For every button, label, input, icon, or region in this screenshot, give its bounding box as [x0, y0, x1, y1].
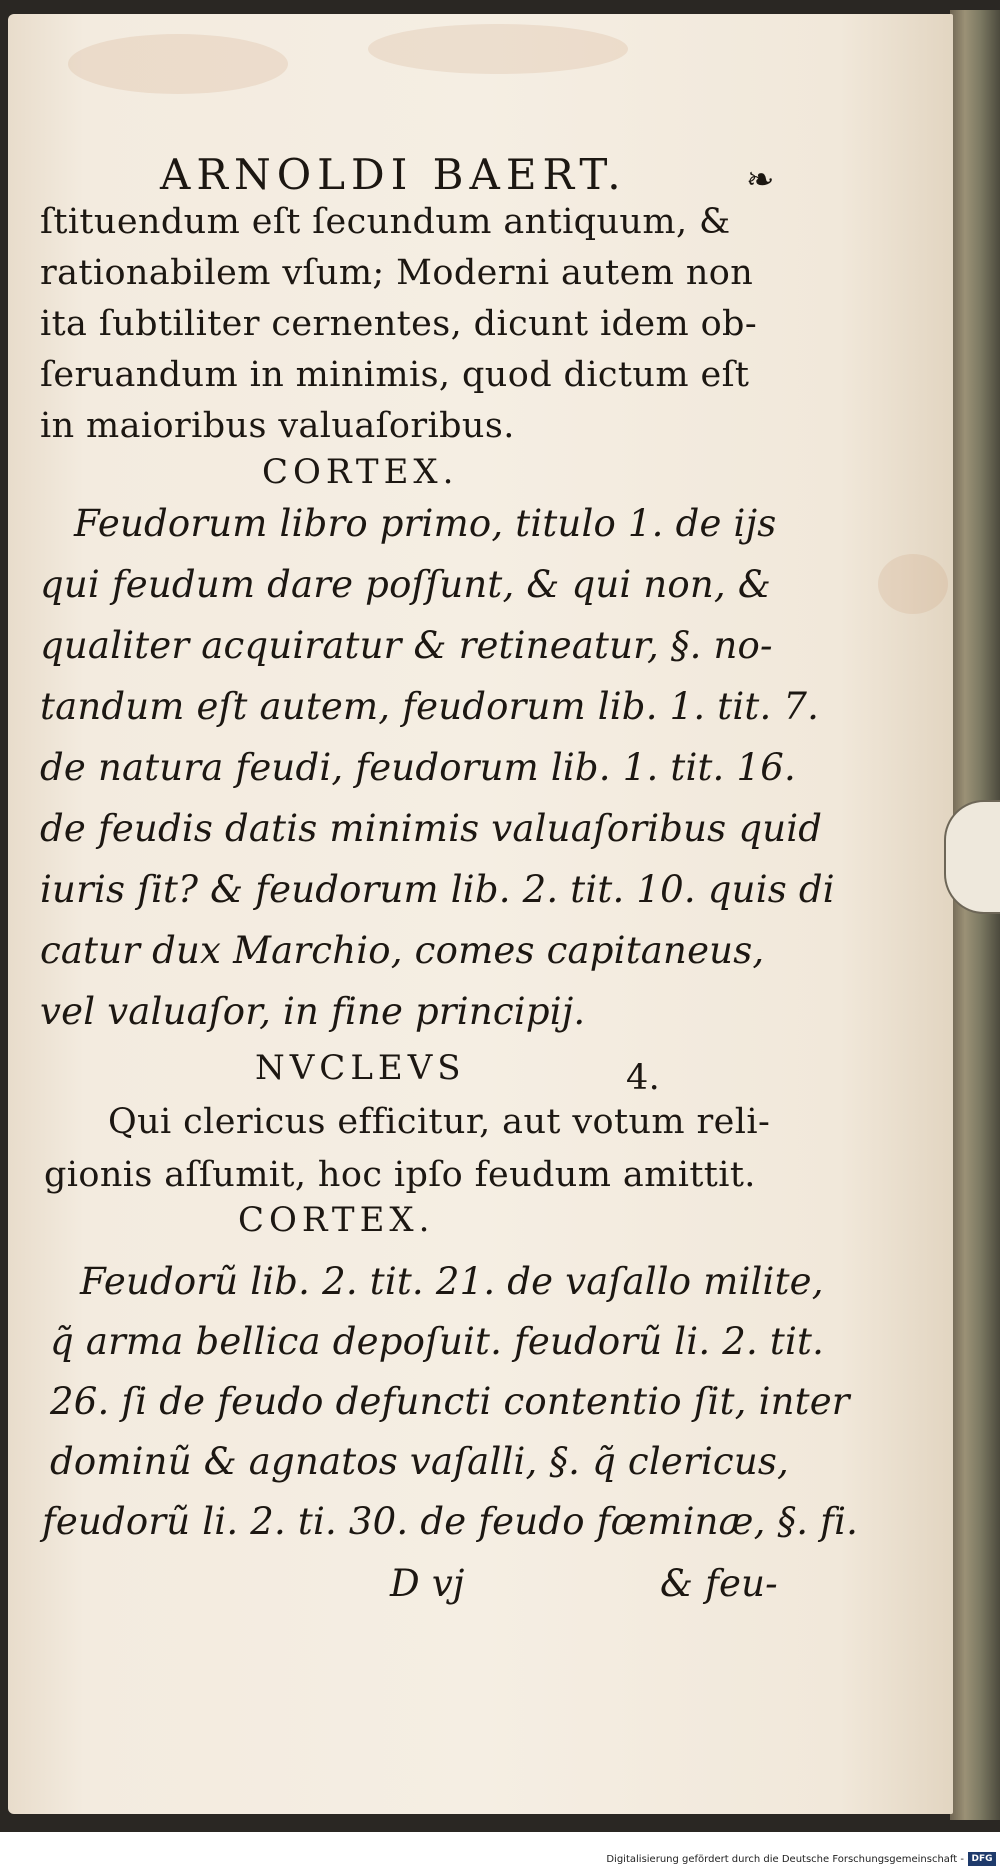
- body-line: iuris ſit? & feudorum lib. 2. tit. 10. quis di: [40, 868, 835, 911]
- body-line: Feudorum libro primo, titulo 1. de ijs: [74, 502, 777, 545]
- page-stain: [368, 24, 628, 74]
- catchword: & feu-: [660, 1562, 778, 1605]
- body-line: dominũ & agnatos vaſalli, §. q̃ clericus,: [50, 1440, 790, 1483]
- running-head: ARNOLDI BAERT.: [160, 150, 627, 199]
- dfg-logo-icon: DFG: [968, 1852, 996, 1866]
- body-line: tandum eſt autem, feudorum lib. 1. tit. 7.: [40, 685, 820, 728]
- body-line: ita ſubtiliter cernentes, dicunt idem ob-: [40, 304, 758, 344]
- body-line: catur dux Marchio, comes capitaneus,: [40, 929, 765, 972]
- body-line: qui feudum dare poſſunt, & qui non, &: [40, 563, 771, 606]
- body-line: Qui clericus efficitur, aut votum reli-: [108, 1102, 771, 1142]
- body-line: ſtituendum eſt ſecundum antiquum, &: [40, 202, 731, 242]
- body-line: feudorũ li. 2. ti. 30. de feudo fœminæ, §. fi.: [42, 1500, 859, 1543]
- body-line: Feudorũ lib. 2. tit. 21. de vaſallo milite,: [80, 1260, 824, 1303]
- body-line: de feudis datis minimis valuaſoribus quid: [40, 807, 823, 850]
- section-heading-cortex: CORTEX.: [262, 452, 459, 492]
- ornament-icon: ❧: [746, 160, 775, 200]
- page-stain: [68, 34, 288, 94]
- body-line: gionis aſſumit, hoc ipſo feudum amittit.: [44, 1155, 756, 1195]
- section-number: 4.: [626, 1058, 661, 1098]
- body-line: qualiter acquiratur & retineatur, §. no-: [40, 624, 773, 667]
- body-line: q̃ arma bellica depoſuit. feudorũ li. 2. tit.: [50, 1320, 825, 1363]
- signature-mark: D vj: [390, 1562, 465, 1605]
- footer-bar: [0, 1832, 1000, 1871]
- body-line: in maioribus valuaſoribus.: [40, 406, 515, 446]
- digitization-credit: Digitalisierung gefördert durch die Deutsche Forschungsgemeinschaft -: [606, 1854, 964, 1865]
- body-line: de natura feudi, feudorum lib. 1. tit. 16.: [40, 746, 796, 789]
- body-line: 26. ſi de feudo defuncti contentio ſit, inter: [50, 1380, 850, 1423]
- section-heading-nucleus: NVCLEVS: [255, 1048, 466, 1088]
- body-line: rationabilem vſum; Moderni autem non: [40, 253, 754, 293]
- page-stain: [878, 554, 948, 614]
- page-tab-marker: [944, 800, 1000, 914]
- book-fore-edge: [950, 10, 1000, 1820]
- body-line: ſeruandum in minimis, quod dictum eſt: [40, 355, 750, 395]
- section-heading-cortex: CORTEX.: [238, 1200, 435, 1240]
- body-line: vel valuaſor, in fine principij.: [40, 990, 586, 1033]
